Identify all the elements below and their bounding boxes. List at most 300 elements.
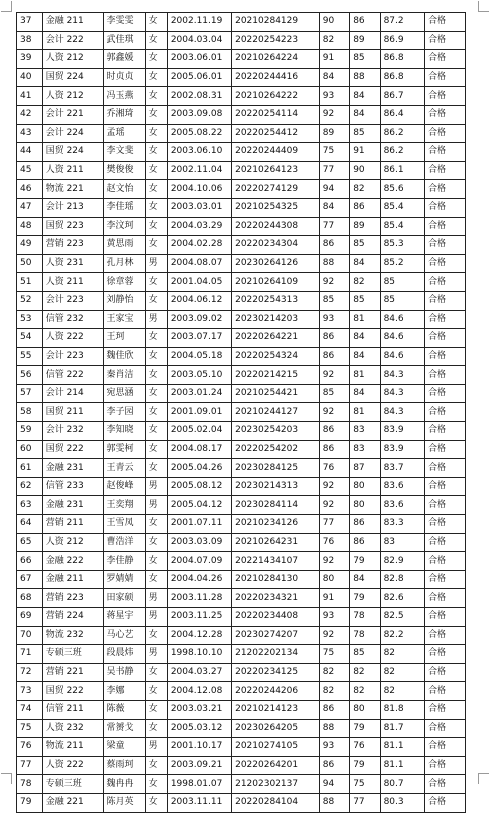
birth-date-cell: 2003.09.08 [167, 105, 231, 124]
student-name-cell: 赵俊峰 [103, 477, 145, 496]
score-2-cell: 81 [350, 310, 380, 329]
gender-cell: 女 [145, 347, 167, 366]
gender-cell: 男 [145, 310, 167, 329]
score-1-cell: 93 [319, 87, 349, 106]
student-id-cell: 20220214215 [232, 366, 320, 385]
class-cell: 物流 232 [42, 626, 103, 645]
table-row [17, 68, 466, 87]
student-id-cell: 20230284114 [232, 496, 320, 515]
student-id-cell: 21202202134 [232, 645, 320, 664]
class-cell: 人资 212 [42, 50, 103, 69]
birth-date-cell: 2004.03.29 [167, 217, 231, 236]
student-id-cell: 20230264126 [232, 254, 320, 273]
birth-date-cell: 2005.08.12 [167, 477, 231, 496]
result-cell: 合格 [425, 756, 466, 775]
student-name-cell: 赵文怡 [103, 180, 145, 199]
score-2-cell: 81 [350, 403, 380, 422]
class-cell: 会计 222 [42, 31, 103, 50]
row-number-cell: 78 [17, 775, 43, 794]
result-cell: 合格 [425, 552, 466, 571]
student-id-cell: 20210264109 [232, 273, 320, 292]
page-corner-mark [478, 1, 489, 12]
class-cell: 会计 223 [42, 347, 103, 366]
student-id-cell: 20210264222 [232, 87, 320, 106]
student-name-cell: 王雪凤 [103, 515, 145, 534]
result-cell: 合格 [425, 329, 466, 348]
table-row [17, 384, 466, 403]
student-id-cell: 20220284104 [232, 793, 320, 812]
result-cell: 合格 [425, 68, 466, 87]
table-row [17, 291, 466, 310]
gender-cell: 女 [145, 793, 167, 812]
student-name-cell: 田家硕 [103, 589, 145, 608]
total-score-cell: 82.8 [380, 570, 424, 589]
total-score-cell: 83.6 [380, 496, 424, 515]
score-1-cell: 86 [319, 329, 349, 348]
gender-cell: 女 [145, 756, 167, 775]
score-1-cell: 93 [319, 738, 349, 757]
result-cell: 合格 [425, 403, 466, 422]
table-body [17, 13, 466, 813]
result-cell: 合格 [425, 515, 466, 534]
table-row [17, 719, 466, 738]
student-id-cell: 20210284130 [232, 570, 320, 589]
result-cell: 合格 [425, 384, 466, 403]
class-cell: 国贸 224 [42, 68, 103, 87]
gender-cell: 女 [145, 682, 167, 701]
result-cell: 合格 [425, 291, 466, 310]
student-name-cell: 徐章蓉 [103, 273, 145, 292]
table-row [17, 422, 466, 441]
class-cell: 国贸 222 [42, 440, 103, 459]
birth-date-cell: 2002.08.31 [167, 87, 231, 106]
result-cell: 合格 [425, 719, 466, 738]
gender-cell: 女 [145, 236, 167, 255]
gender-cell: 女 [145, 459, 167, 478]
birth-date-cell: 2005.08.22 [167, 124, 231, 143]
class-cell: 营销 223 [42, 589, 103, 608]
total-score-cell: 81.1 [380, 738, 424, 757]
gender-cell: 女 [145, 31, 167, 50]
student-name-cell: 郭雯柯 [103, 440, 145, 459]
result-cell: 合格 [425, 589, 466, 608]
gender-cell: 男 [145, 608, 167, 627]
score-2-cell: 85 [350, 645, 380, 664]
score-2-cell: 85 [350, 236, 380, 255]
gender-cell: 女 [145, 180, 167, 199]
student-id-cell: 20220244308 [232, 217, 320, 236]
birth-date-cell: 2005.02.04 [167, 422, 231, 441]
score-2-cell: 79 [350, 552, 380, 571]
row-number-cell: 37 [17, 13, 43, 32]
row-number-cell: 45 [17, 161, 43, 180]
total-score-cell: 84.3 [380, 384, 424, 403]
result-cell: 合格 [425, 366, 466, 385]
table-row [17, 533, 466, 552]
result-cell: 合格 [425, 608, 466, 627]
student-name-cell: 时贞贞 [103, 68, 145, 87]
gender-cell: 女 [145, 422, 167, 441]
class-cell: 金融 231 [42, 459, 103, 478]
gender-cell: 女 [145, 217, 167, 236]
score-1-cell: 92 [319, 403, 349, 422]
student-name-cell: 常赟戈 [103, 719, 145, 738]
table-row [17, 496, 466, 515]
score-2-cell: 83 [350, 422, 380, 441]
student-name-cell: 吴书静 [103, 663, 145, 682]
row-number-cell: 40 [17, 68, 43, 87]
student-name-cell: 李汶珂 [103, 217, 145, 236]
class-cell: 会计 232 [42, 422, 103, 441]
student-id-cell: 20220254223 [232, 31, 320, 50]
birth-date-cell: 2003.09.02 [167, 310, 231, 329]
student-name-cell: 樊俊俊 [103, 161, 145, 180]
row-number-cell: 72 [17, 663, 43, 682]
student-name-cell: 郭鑫媛 [103, 50, 145, 69]
gender-cell: 女 [145, 105, 167, 124]
gender-cell: 女 [145, 440, 167, 459]
score-1-cell: 92 [319, 105, 349, 124]
gender-cell: 女 [145, 124, 167, 143]
score-1-cell: 86 [319, 347, 349, 366]
student-id-cell: 20220264221 [232, 329, 320, 348]
total-score-cell: 84.6 [380, 347, 424, 366]
score-2-cell: 89 [350, 31, 380, 50]
gender-cell: 女 [145, 50, 167, 69]
student-name-cell: 乔湘琦 [103, 105, 145, 124]
birth-date-cell: 2001.07.11 [167, 515, 231, 534]
class-cell: 国贸 223 [42, 217, 103, 236]
score-1-cell: 75 [319, 143, 349, 162]
total-score-cell: 85 [380, 291, 424, 310]
class-cell: 信管 222 [42, 366, 103, 385]
total-score-cell: 85.2 [380, 254, 424, 273]
birth-date-cell: 2001.09.01 [167, 403, 231, 422]
gender-cell: 男 [145, 254, 167, 273]
score-2-cell: 85 [350, 124, 380, 143]
row-number-cell: 67 [17, 570, 43, 589]
class-cell: 会计 221 [42, 105, 103, 124]
row-number-cell: 55 [17, 347, 43, 366]
birth-date-cell: 2005.06.01 [167, 68, 231, 87]
row-number-cell: 70 [17, 626, 43, 645]
score-1-cell: 90 [319, 13, 349, 32]
result-cell: 合格 [425, 105, 466, 124]
student-name-cell: 孟瑶 [103, 124, 145, 143]
birth-date-cell: 2003.09.21 [167, 756, 231, 775]
score-2-cell: 82 [350, 273, 380, 292]
table-row [17, 310, 466, 329]
score-2-cell: 90 [350, 161, 380, 180]
row-number-cell: 41 [17, 87, 43, 106]
student-id-cell: 20210274105 [232, 738, 320, 757]
score-2-cell: 83 [350, 440, 380, 459]
total-score-cell: 85.4 [380, 217, 424, 236]
score-1-cell: 84 [319, 68, 349, 87]
total-score-cell: 85 [380, 273, 424, 292]
class-cell: 会计 223 [42, 291, 103, 310]
student-id-cell: 20230274207 [232, 626, 320, 645]
total-score-cell: 83 [380, 533, 424, 552]
table-row [17, 459, 466, 478]
row-number-cell: 69 [17, 608, 43, 627]
row-number-cell: 38 [17, 31, 43, 50]
table-row [17, 31, 466, 50]
student-id-cell: 20210264231 [232, 533, 320, 552]
table-row [17, 105, 466, 124]
table-row [17, 366, 466, 385]
student-id-cell: 21202302137 [232, 775, 320, 794]
student-name-cell: 秦肖洁 [103, 366, 145, 385]
gender-cell: 女 [145, 626, 167, 645]
birth-date-cell: 2004.10.06 [167, 180, 231, 199]
table-row [17, 124, 466, 143]
row-number-cell: 57 [17, 384, 43, 403]
birth-date-cell: 2001.04.05 [167, 273, 231, 292]
result-cell: 合格 [425, 422, 466, 441]
student-id-cell: 20210254421 [232, 384, 320, 403]
student-name-cell: 王珂 [103, 329, 145, 348]
score-2-cell: 78 [350, 626, 380, 645]
row-number-cell: 52 [17, 291, 43, 310]
class-cell: 会计 213 [42, 198, 103, 217]
class-cell: 人资 222 [42, 756, 103, 775]
total-score-cell: 81.7 [380, 719, 424, 738]
student-name-cell: 马心艺 [103, 626, 145, 645]
birth-date-cell: 2003.05.10 [167, 366, 231, 385]
score-1-cell: 91 [319, 589, 349, 608]
student-name-cell: 李文斐 [103, 143, 145, 162]
score-1-cell: 94 [319, 775, 349, 794]
result-cell: 合格 [425, 533, 466, 552]
row-number-cell: 60 [17, 440, 43, 459]
result-cell: 合格 [425, 682, 466, 701]
row-number-cell: 49 [17, 236, 43, 255]
score-2-cell: 84 [350, 87, 380, 106]
score-1-cell: 88 [319, 254, 349, 273]
score-2-cell: 80 [350, 477, 380, 496]
gender-cell: 女 [145, 384, 167, 403]
result-cell: 合格 [425, 570, 466, 589]
score-1-cell: 82 [319, 31, 349, 50]
table-row [17, 515, 466, 534]
student-name-cell: 李子园 [103, 403, 145, 422]
score-1-cell: 82 [319, 682, 349, 701]
student-name-cell: 王家宝 [103, 310, 145, 329]
score-2-cell: 85 [350, 50, 380, 69]
student-id-cell: 20210254325 [232, 198, 320, 217]
page-corner-mark [1, 1, 12, 12]
student-id-cell: 20220264201 [232, 756, 320, 775]
birth-date-cell: 2002.11.19 [167, 13, 231, 32]
student-id-cell: 20220234304 [232, 236, 320, 255]
table-row [17, 161, 466, 180]
birth-date-cell: 2002.11.04 [167, 161, 231, 180]
birth-date-cell: 2003.03.09 [167, 533, 231, 552]
class-cell: 人资 211 [42, 161, 103, 180]
birth-date-cell: 2005.04.26 [167, 459, 231, 478]
table-row [17, 50, 466, 69]
student-id-cell: 20230214203 [232, 310, 320, 329]
table-row [17, 254, 466, 273]
result-cell: 合格 [425, 198, 466, 217]
result-cell: 合格 [425, 254, 466, 273]
student-name-cell: 李佳瑶 [103, 198, 145, 217]
score-1-cell: 93 [319, 310, 349, 329]
result-cell: 合格 [425, 310, 466, 329]
class-cell: 营销 221 [42, 663, 103, 682]
row-number-cell: 74 [17, 700, 43, 719]
row-number-cell: 46 [17, 180, 43, 199]
class-cell: 国贸 211 [42, 403, 103, 422]
gender-cell: 男 [145, 496, 167, 515]
table-row [17, 236, 466, 255]
student-name-cell: 冯玉燕 [103, 87, 145, 106]
result-cell: 合格 [425, 13, 466, 32]
result-cell: 合格 [425, 180, 466, 199]
result-cell: 合格 [425, 273, 466, 292]
score-2-cell: 84 [350, 254, 380, 273]
gender-cell: 女 [145, 403, 167, 422]
table-row [17, 552, 466, 571]
total-score-cell: 86.9 [380, 31, 424, 50]
total-score-cell: 83.3 [380, 515, 424, 534]
row-number-cell: 62 [17, 477, 43, 496]
total-score-cell: 84.3 [380, 366, 424, 385]
gender-cell: 女 [145, 533, 167, 552]
birth-date-cell: 2003.06.10 [167, 143, 231, 162]
score-1-cell: 89 [319, 124, 349, 143]
score-1-cell: 92 [319, 273, 349, 292]
gender-cell: 女 [145, 87, 167, 106]
row-number-cell: 43 [17, 124, 43, 143]
birth-date-cell: 2003.11.25 [167, 608, 231, 627]
student-name-cell: 宛思涵 [103, 384, 145, 403]
class-cell: 国贸 224 [42, 143, 103, 162]
score-1-cell: 77 [319, 217, 349, 236]
gender-cell: 女 [145, 719, 167, 738]
score-2-cell: 86 [350, 533, 380, 552]
score-1-cell: 93 [319, 608, 349, 627]
row-number-cell: 50 [17, 254, 43, 273]
student-name-cell: 王青云 [103, 459, 145, 478]
score-2-cell: 86 [350, 515, 380, 534]
class-cell: 营销 223 [42, 236, 103, 255]
score-2-cell: 88 [350, 68, 380, 87]
table-row [17, 143, 466, 162]
result-cell: 合格 [425, 738, 466, 757]
class-cell: 金融 211 [42, 13, 103, 32]
gender-cell: 女 [145, 273, 167, 292]
class-cell: 物流 211 [42, 738, 103, 757]
class-cell: 营销 211 [42, 515, 103, 534]
result-cell: 合格 [425, 87, 466, 106]
birth-date-cell: 2004.08.17 [167, 440, 231, 459]
row-number-cell: 58 [17, 403, 43, 422]
total-score-cell: 86.2 [380, 124, 424, 143]
total-score-cell: 86.8 [380, 68, 424, 87]
class-cell: 人资 212 [42, 87, 103, 106]
birth-date-cell: 2003.06.01 [167, 50, 231, 69]
score-2-cell: 84 [350, 329, 380, 348]
student-name-cell: 陈月英 [103, 793, 145, 812]
row-number-cell: 47 [17, 198, 43, 217]
page-corner-mark [1, 773, 12, 784]
gender-cell: 女 [145, 13, 167, 32]
student-name-cell: 蒋星宇 [103, 608, 145, 627]
score-1-cell: 75 [319, 645, 349, 664]
gender-cell: 女 [145, 143, 167, 162]
student-name-cell: 黄思雨 [103, 236, 145, 255]
total-score-cell: 81.1 [380, 756, 424, 775]
table-row [17, 793, 466, 812]
score-1-cell: 92 [319, 496, 349, 515]
result-cell: 合格 [425, 775, 466, 794]
student-id-cell: 20221434107 [232, 552, 320, 571]
total-score-cell: 83.6 [380, 477, 424, 496]
row-number-cell: 65 [17, 533, 43, 552]
score-1-cell: 94 [319, 180, 349, 199]
table-row [17, 682, 466, 701]
row-number-cell: 76 [17, 738, 43, 757]
birth-date-cell: 2003.11.11 [167, 793, 231, 812]
score-2-cell: 77 [350, 793, 380, 812]
total-score-cell: 86.8 [380, 50, 424, 69]
result-cell: 合格 [425, 700, 466, 719]
score-1-cell: 86 [319, 422, 349, 441]
student-name-cell: 魏冉冉 [103, 775, 145, 794]
gender-cell: 女 [145, 663, 167, 682]
student-name-cell: 段晨炜 [103, 645, 145, 664]
score-1-cell: 80 [319, 570, 349, 589]
total-score-cell: 82 [380, 663, 424, 682]
row-number-cell: 59 [17, 422, 43, 441]
class-cell: 信管 233 [42, 477, 103, 496]
result-cell: 合格 [425, 217, 466, 236]
gender-cell: 女 [145, 329, 167, 348]
row-number-cell: 68 [17, 589, 43, 608]
row-number-cell: 75 [17, 719, 43, 738]
table-row [17, 13, 466, 32]
student-name-cell: 罗婧婧 [103, 570, 145, 589]
row-number-cell: 64 [17, 515, 43, 534]
row-number-cell: 39 [17, 50, 43, 69]
score-2-cell: 82 [350, 682, 380, 701]
student-id-cell: 20230284125 [232, 459, 320, 478]
result-cell: 合格 [425, 477, 466, 496]
result-cell: 合格 [425, 124, 466, 143]
score-1-cell: 91 [319, 50, 349, 69]
class-cell: 营销 224 [42, 608, 103, 627]
result-cell: 合格 [425, 440, 466, 459]
student-id-cell: 20220244206 [232, 682, 320, 701]
student-id-cell: 20210264224 [232, 50, 320, 69]
score-1-cell: 86 [319, 756, 349, 775]
result-cell: 合格 [425, 161, 466, 180]
score-1-cell: 85 [319, 291, 349, 310]
row-number-cell: 79 [17, 793, 43, 812]
gender-cell: 女 [145, 161, 167, 180]
class-cell: 金融 211 [42, 570, 103, 589]
result-cell: 合格 [425, 626, 466, 645]
total-score-cell: 84.3 [380, 403, 424, 422]
gender-cell: 男 [145, 589, 167, 608]
score-2-cell: 87 [350, 459, 380, 478]
class-cell: 会计 224 [42, 124, 103, 143]
class-cell: 信管 232 [42, 310, 103, 329]
birth-date-cell: 2003.11.28 [167, 589, 231, 608]
birth-date-cell: 2003.07.17 [167, 329, 231, 348]
